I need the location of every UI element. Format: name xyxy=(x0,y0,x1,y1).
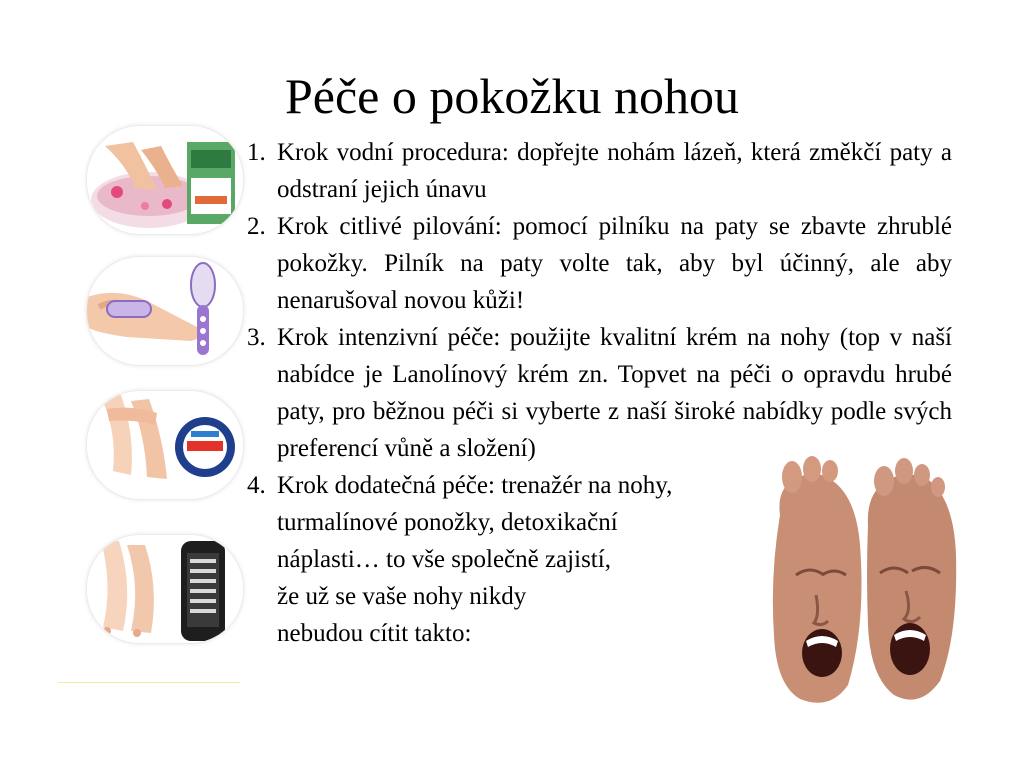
foot-trainer-image xyxy=(86,534,244,644)
step-line: že už se vaše nohy nikdy xyxy=(277,583,527,610)
foot-cream-image xyxy=(86,390,244,500)
step-number: 3. xyxy=(247,324,266,351)
step-2 xyxy=(247,208,952,319)
screaming-feet-image xyxy=(770,455,960,713)
slide-title: Péče o pokožku nohou xyxy=(284,68,740,124)
step-line: turmalínové ponožky, detoxikační xyxy=(277,509,618,536)
decorative-rule xyxy=(58,682,240,683)
step-number: 4. xyxy=(247,472,266,499)
step-number: 1. xyxy=(247,139,266,166)
step-number: 2. xyxy=(247,213,266,240)
step-line: náplasti… to vše společně zajistí, xyxy=(277,546,611,573)
foot-file-image xyxy=(86,256,244,366)
step-3 xyxy=(247,319,952,467)
foot-bath-image xyxy=(86,125,244,235)
step-text: Krok intenzivní péče: použijte kvalitní krém na nohy (top v naší nabídce je Lanolínový krém zn. Topvet na péči o opravdu hrubé paty, pro běžnou péči si vyberte z naší široké nabídky podle svých preferencí vůně a složení) xyxy=(277,324,952,462)
step-line: Krok dodatečná péče: trenažér na nohy, xyxy=(277,472,673,499)
step-text: Krok vodní procedura: dopřejte nohám lázeň, která změkčí paty a odstraní jejich únavu xyxy=(277,139,952,203)
step-text: Krok citlivé pilování: pomocí pilníku na paty se zbavte zhrublé pokožky. Pilník na paty volte tak, aby byl účinný, ale aby nenarušoval novou kůži! xyxy=(277,213,952,314)
step-line: nebudou cítit takto: xyxy=(277,620,472,647)
step-1 xyxy=(247,134,952,208)
